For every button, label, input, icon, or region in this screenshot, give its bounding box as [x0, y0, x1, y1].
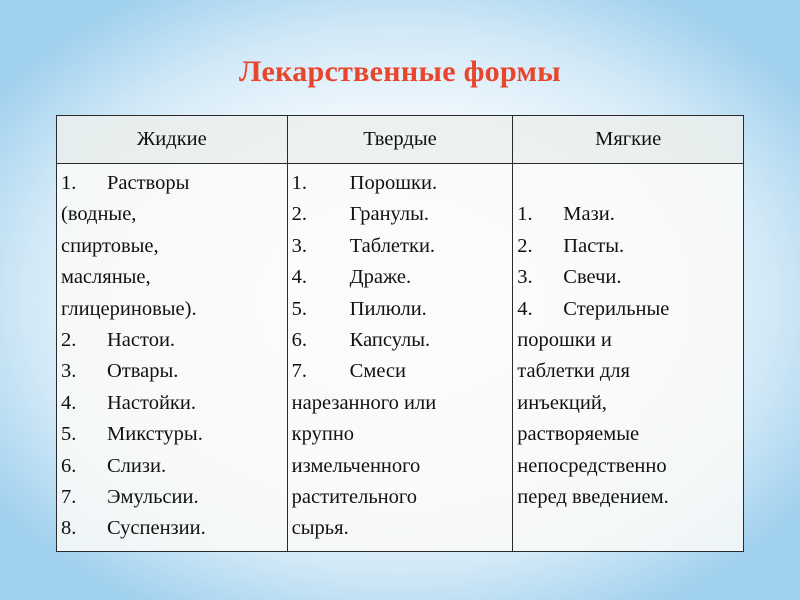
list-item [292, 388, 509, 419]
list-item-text: порошки и [517, 329, 612, 352]
list-item-text: Таблетки. [349, 234, 436, 257]
soft-forms-cell [513, 164, 744, 552]
solid-forms-cell [287, 164, 513, 552]
list-item-number: 7. [291, 360, 308, 383]
list-item-text: Пасты. [563, 234, 625, 257]
list-item [292, 356, 509, 387]
list-item [292, 294, 509, 325]
list-item [292, 325, 509, 356]
list-item [292, 513, 509, 544]
list-item [292, 451, 509, 482]
list-item-number: 1. [517, 203, 533, 226]
list-item [517, 419, 739, 450]
list-item-number: 3. [61, 360, 77, 383]
list-item [517, 388, 739, 419]
list-item-number: 3. [517, 266, 533, 289]
list-item-number: 3. [291, 234, 308, 257]
table-row [57, 164, 744, 552]
list-item-text: Пилюли. [349, 297, 427, 320]
list-item-text: масляные, [61, 266, 151, 289]
list-item-text: Настойки. [107, 391, 196, 414]
list-item-text: Драже. [349, 266, 412, 289]
list-item-text: таблетки для [517, 360, 630, 383]
list-item-number: 4. [291, 266, 308, 289]
list-item [292, 482, 509, 513]
list-item-number: 4. [61, 391, 77, 414]
list-item-text: Растворы [107, 172, 190, 194]
list-item-text: Микстуры. [107, 423, 203, 446]
list-item-number: 8. [61, 517, 77, 540]
list-item-text: спиртовые, [61, 234, 159, 257]
list-item [61, 451, 283, 482]
list-item [517, 231, 739, 262]
list-item-text: Смеси [349, 360, 406, 383]
list-item [61, 419, 283, 450]
list-item-text: Гранулы. [349, 203, 430, 226]
list-item-number: 4. [517, 297, 533, 320]
list-item-number: 5. [291, 297, 308, 320]
list-item [61, 231, 283, 262]
list-item-number: 5. [61, 423, 77, 446]
list-item-text: Капсулы. [349, 329, 431, 352]
list-item [61, 262, 283, 293]
header-solid: Твердые [287, 116, 513, 164]
list-item-text: инъекций, [517, 391, 607, 414]
list-item [517, 451, 739, 482]
list-item-text: Суспензии. [107, 517, 206, 540]
table-header-row [57, 116, 744, 164]
list-item [61, 482, 283, 513]
list-item-text: Стерильные [563, 297, 670, 320]
list-item [292, 419, 509, 450]
list-item-text: измельченного [291, 454, 421, 477]
list-item [61, 294, 283, 325]
list-item-text: Свечи. [563, 266, 622, 289]
list-item-text: глицериновые). [61, 297, 197, 320]
list-item-text: растворяемые [517, 423, 640, 446]
list-item [517, 199, 739, 230]
list-item [61, 356, 283, 387]
list-item [292, 168, 509, 199]
list-item [292, 199, 509, 230]
list-item-text: Порошки. [349, 172, 438, 194]
list-item-number: 6. [291, 329, 308, 352]
liquid-forms-cell [57, 164, 288, 552]
list-item-text: нарезанного или [291, 391, 437, 414]
list-item-text: сырья. [291, 517, 349, 540]
list-item [61, 168, 283, 199]
list-item-text: непосредственно [517, 454, 667, 477]
list-item [517, 325, 739, 356]
solid-forms-list [292, 168, 509, 545]
list-item [517, 482, 739, 513]
list-item [292, 231, 509, 262]
list-item-number: 2. [61, 329, 77, 352]
dosage-forms-table [56, 115, 744, 552]
page-title: Лекарственные формы [239, 55, 561, 88]
list-item-number: 6. [61, 454, 77, 477]
list-item-text: Отвары. [107, 360, 179, 383]
list-item-text: крупно [291, 423, 355, 446]
header-soft: Мягкие [513, 116, 744, 164]
list-item-text: растительного [291, 486, 418, 509]
list-item [517, 262, 739, 293]
list-item [61, 513, 283, 544]
list-item-text: (водные, [61, 203, 137, 226]
list-item-number: 1. [291, 172, 308, 194]
list-item-number: 2. [517, 234, 533, 257]
list-item [61, 325, 283, 356]
list-item-text: Настои. [107, 329, 176, 352]
list-item [292, 262, 509, 293]
soft-forms-list [517, 199, 739, 513]
list-item-number: 1. [61, 172, 77, 194]
list-item-text: перед введением. [517, 486, 669, 509]
list-item-number: 7. [61, 486, 77, 509]
liquid-forms-list [61, 168, 283, 545]
list-item-text: Слизи. [107, 454, 167, 477]
header-liquid: Жидкие [57, 116, 288, 164]
list-item [61, 199, 283, 230]
list-item [517, 294, 739, 325]
list-item [61, 388, 283, 419]
list-item [517, 356, 739, 387]
list-item-text: Мази. [563, 203, 615, 226]
list-item-text: Эмульсии. [107, 486, 199, 509]
list-item-number: 2. [291, 203, 308, 226]
